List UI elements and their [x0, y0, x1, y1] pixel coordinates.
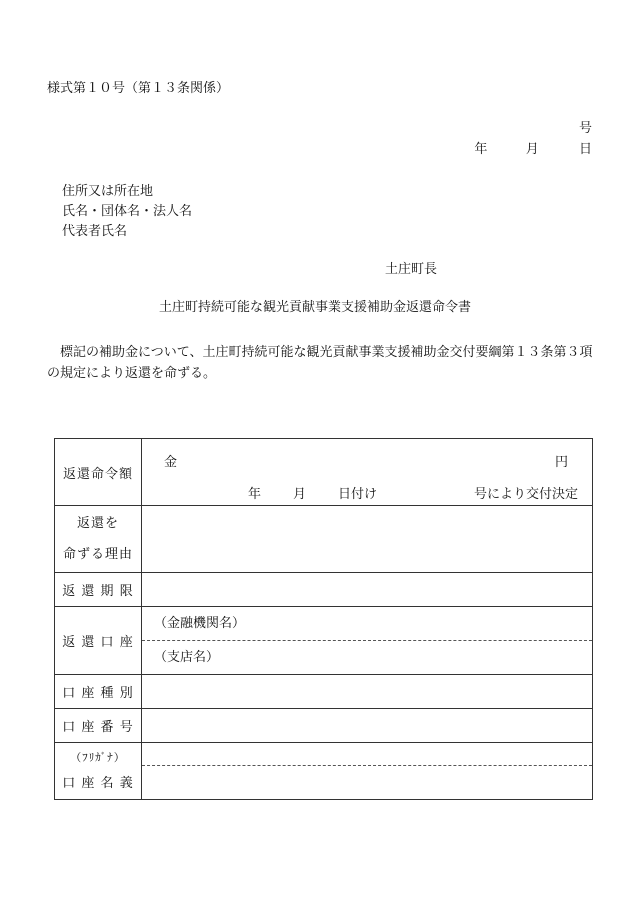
table-row-account-type	[55, 675, 593, 709]
table-row-deadline	[55, 573, 593, 607]
decision-month-label: 月	[293, 487, 307, 502]
deadline-label: 返 還 期 限	[55, 573, 142, 607]
account-holder-field[interactable]	[142, 766, 592, 799]
date-day-label: 日	[578, 142, 592, 157]
document-title: 土庄町持続可能な観光貢献事業支援補助金返還命令書	[158, 300, 471, 315]
issue-date-field	[474, 143, 592, 156]
amount-label: 返還命令額	[55, 439, 142, 506]
table-row-account-holder	[55, 743, 593, 800]
account-holder-label: （ﾌﾘｶﾞﾅ） 口 座 名 義	[55, 743, 142, 800]
account-number-field[interactable]	[142, 709, 593, 743]
branch-name-field[interactable]: （支店名）	[154, 650, 220, 665]
recipient-address-label: 住所又は所在地	[62, 184, 154, 199]
account-cell	[142, 607, 593, 675]
bank-name-field[interactable]: （金融機関名）	[142, 607, 592, 641]
recipient-block	[62, 182, 192, 242]
amount-cell[interactable]	[142, 439, 593, 506]
document-number-field: 号	[578, 121, 592, 136]
account-number-label: 口 座 番 号	[55, 709, 142, 743]
table-row-account-number	[55, 709, 593, 743]
body-text: 標記の補助金について、土庄町持続可能な観光貢献事業支援補助金交付要綱第１３条第３項の規定により返還を命ずる。	[47, 345, 593, 381]
reason-field[interactable]	[142, 506, 593, 573]
deadline-field[interactable]	[142, 573, 593, 607]
decision-number-label: 号により交付決定	[473, 487, 578, 502]
recipient-name-label: 氏名・団体名・法人名	[62, 204, 193, 219]
decision-day-label: 日付け	[338, 487, 378, 502]
table-row-account	[55, 607, 593, 675]
amount-suffix: 円	[554, 455, 568, 470]
reason-label: 返還を 命ずる理由	[55, 506, 142, 573]
account-label: 返 還 口 座	[55, 607, 142, 675]
date-month-label: 月	[525, 142, 539, 157]
date-year-label: 年	[474, 142, 488, 157]
form-number: 様式第１０号（第１３条関係）	[47, 81, 230, 96]
decision-year-label: 年	[248, 487, 262, 502]
account-holder-cell	[142, 743, 593, 800]
furigana-field[interactable]	[142, 743, 592, 766]
amount-prefix: 金	[164, 455, 178, 470]
recipient-representative-label: 代表者氏名	[62, 224, 128, 239]
issuer-name: 土庄町長	[385, 262, 438, 277]
account-type-label: 口 座 種 別	[55, 675, 142, 709]
table-row-reason	[55, 506, 593, 573]
table-row-amount	[55, 439, 593, 506]
repayment-order-table	[54, 438, 593, 800]
account-type-field[interactable]	[142, 675, 593, 709]
